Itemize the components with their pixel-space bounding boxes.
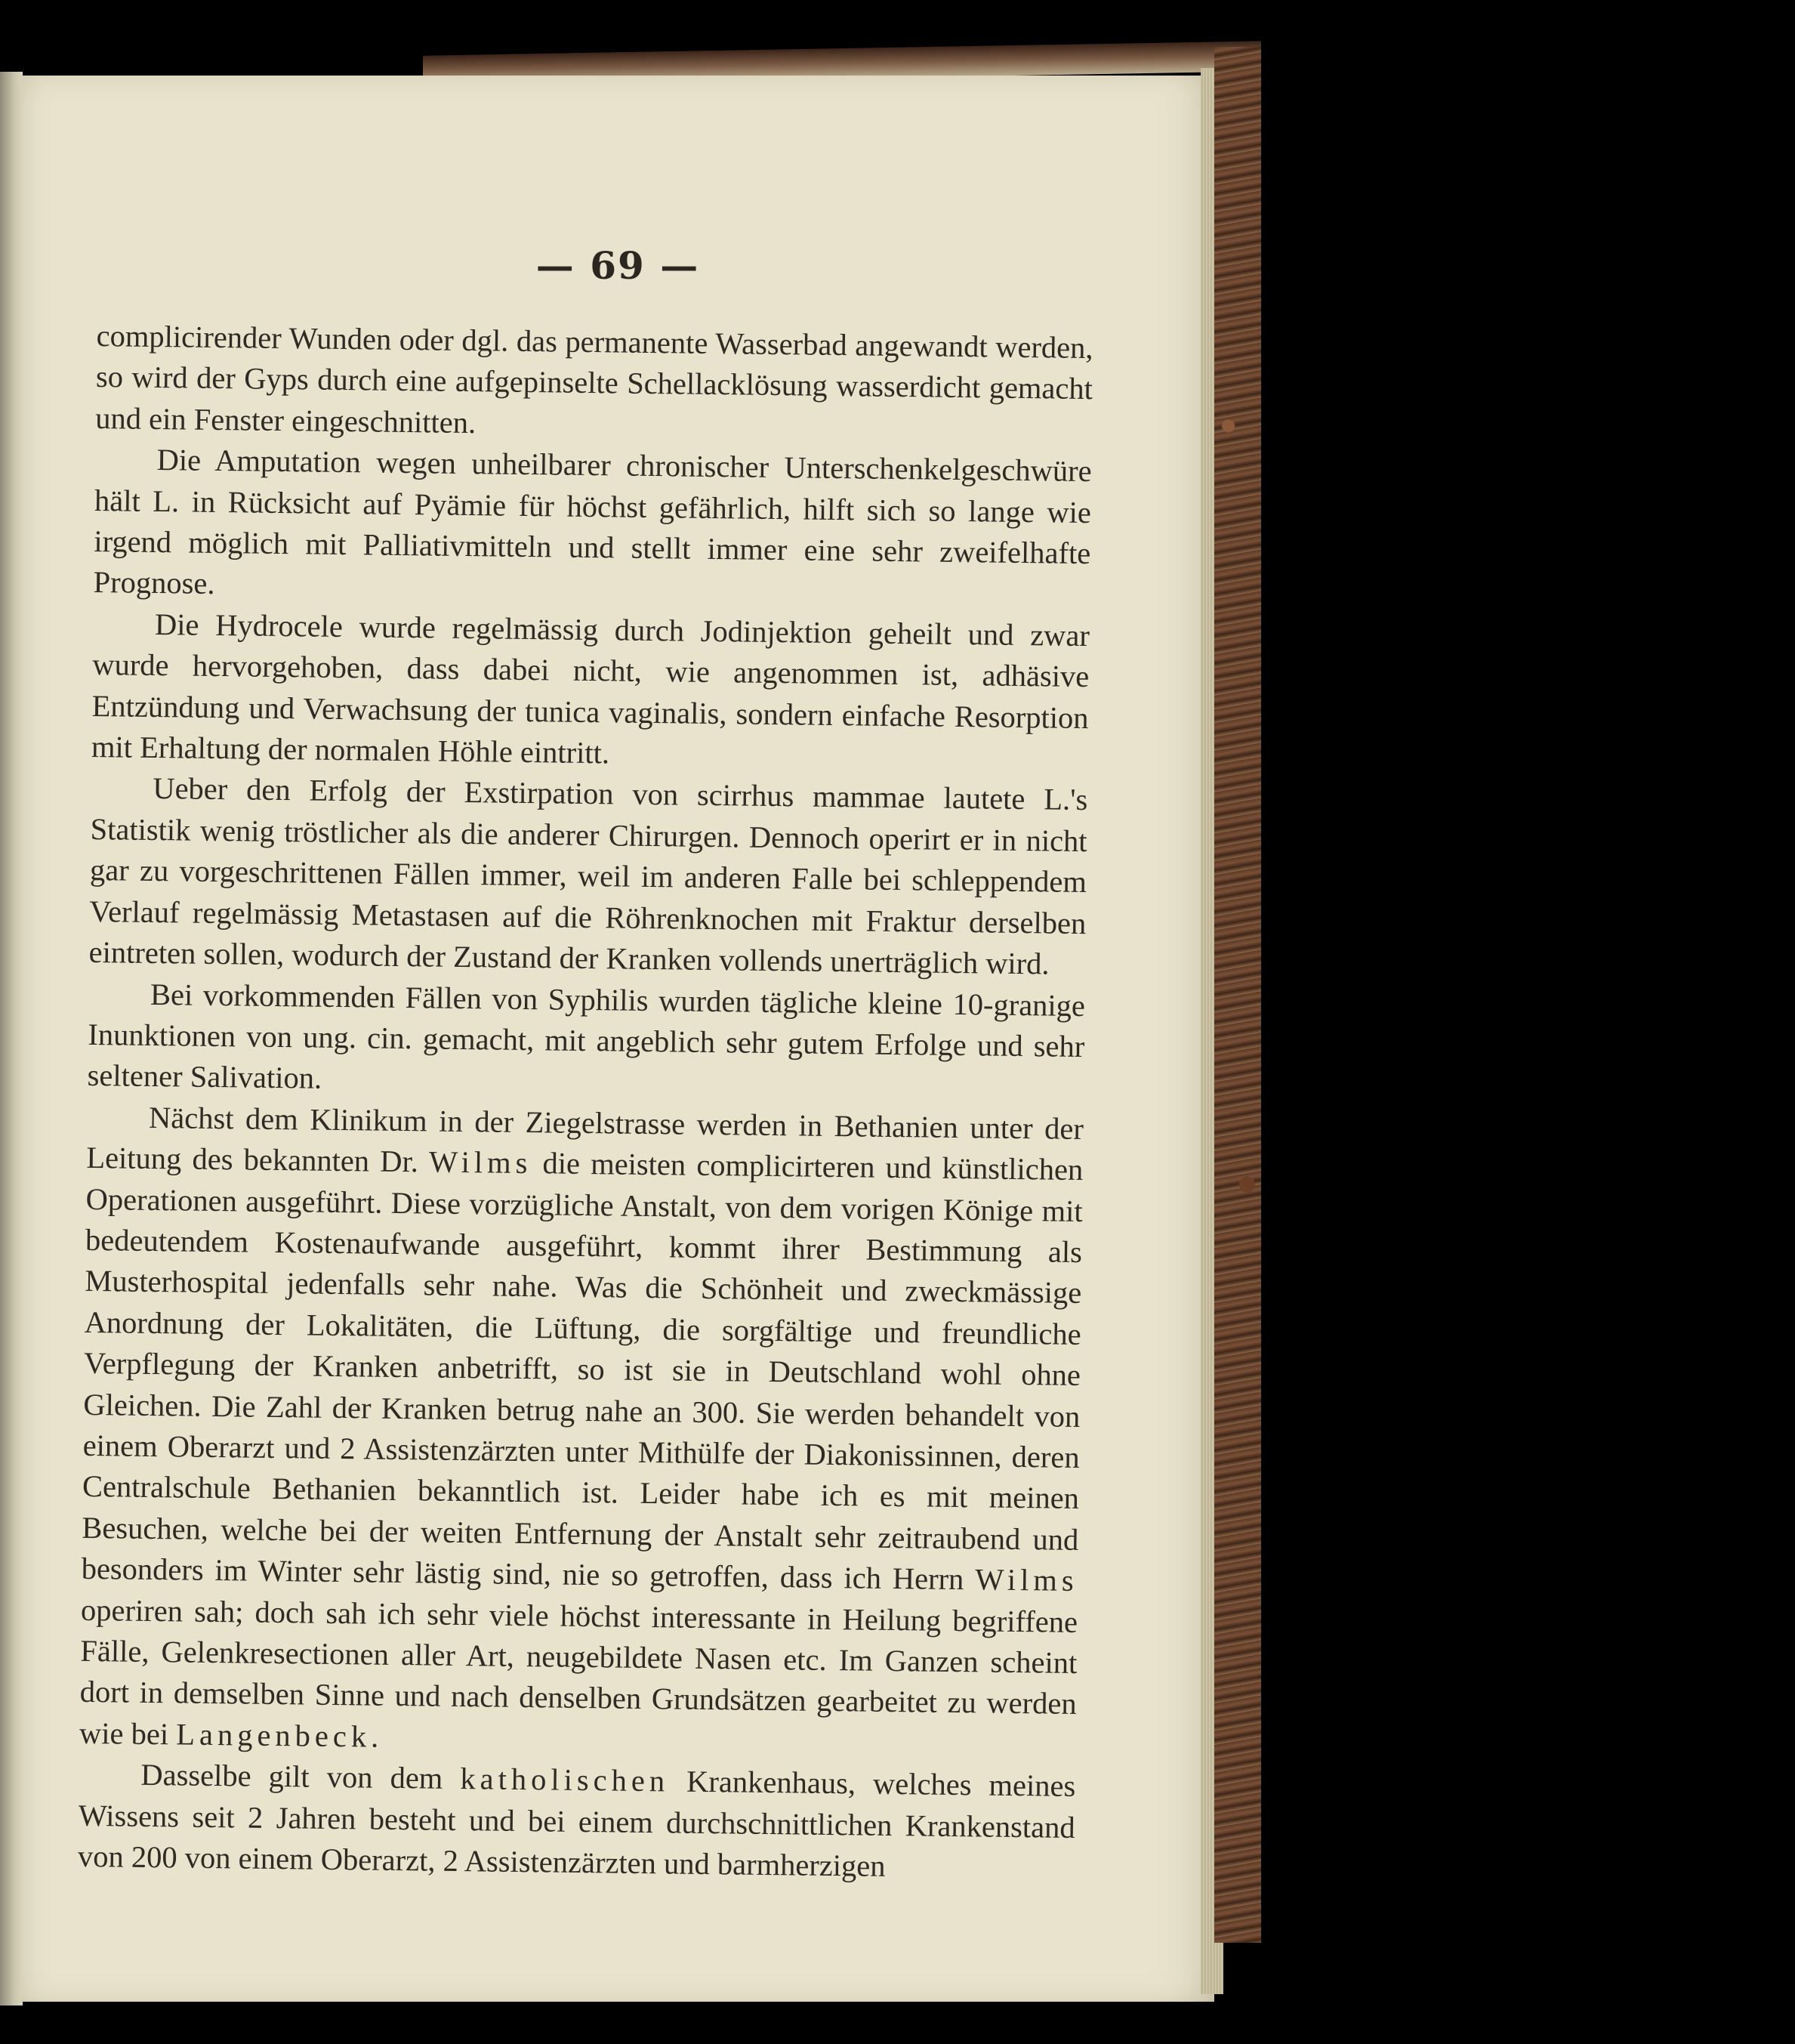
text-segment: die meisten complicirteren und künstlichen Operationen ausgeführt. Diese vorzügliche Anstalt, von dem vorigen Könige mit bedeutendem Kostenaufwande ausgeführt, kommt ihrer Bestimmung als Musterhospital jedenfalls sehr nahe. Was die Schönheit und zweckmässige Anordnung der Lokalitäten, die Lüftung, die sorgfältige und freundliche Verpflegung der Kranken anbetrifft, so ist sie in Deutschland wohl ohne Gleichen. Die Zahl der Kranken betrug nahe an 300. Sie werden behandelt von einem Oberarzt und 2 Assistenzärzten unter Mithülfe der Diakonissinnen, deren Centralschule Bethanien bekanntlich ist. Leider habe ich es mit meinen Besuchen, welche bei der weiten Entfernung der Anstalt sehr zeitraubend und besonders im Winter sehr lästig sind, nie so getroffen, dass ich Herrn [81,1146,1084,1597]
spaced-word-katholischen: katholischen [460,1761,670,1799]
marbled-book-cover [1214,47,1261,1943]
paragraph-3 [91,604,1090,780]
paragraph-2 [93,439,1092,616]
text-segment: Die Hydrocele wurde regelmässig durch Jodinjektion geheilt und zwar wurde hervorgehoben, dass dabei nicht, wie angenommen ist, adhäsive Entzündung und Verwachsung der tunica vaginalis, sondern einfache Resorption mit Erhaltung der normalen Höhle eintritt. [91,607,1090,770]
text-segment: Die Amputation wegen unheilbarer chronischer Unterschenkelgeschwüre hält L. in Rücksicht auf Pyämie für höchst gefährlich, hilft sich so lange wie irgend möglich mit Palliativmitteln und stellt immer eine sehr zweifelhafte Prognose. [93,443,1092,601]
paragraph-4 [88,767,1087,985]
spaced-name-wilms: Wilms [974,1562,1078,1598]
spaced-name-wilms: Wilms [428,1144,532,1181]
left-page-edge [0,72,23,2005]
text-segment: Nächst dem Klinikum in der Ziegelstrasse werden in Bethanien unter der Leitung des bekannten Dr. [86,1100,1084,1179]
text-segment: Krankenhaus, welches meines Wissens seit 2 Jahren besteht und bei einem durchschnittlichen Krankenstand von 200 von einem Oberarzt, 2 Assistenzärzten und barmherzigen [77,1764,1076,1883]
text-segment: Dasselbe gilt von dem [140,1758,461,1796]
body-text [78,316,1093,1889]
text-segment: Bei vorkommenden Fällen von Syphilis wurden tägliche kleine 10-granige Inunktionen von ung. cin. gemacht, mit angeblich sehr gutem Erfolge und sehr seltener Salivation. [87,977,1086,1096]
text-segment: complicirender Wunden oder dgl. das permanente Wasserbad angewandt werden, so wird der Gyps durch eine aufgepinselte Schellacklösung wasserdicht gemacht und ein Fenster eingeschnitten. [95,318,1093,440]
paragraph-6 [79,1097,1084,1767]
text-segment: operiren sah; doch sah ich sehr viele höchst interessante in Heilung begriffene Fälle, Gelenkresectionen aller Art, neugebildete Nasen etc. Im Ganzen scheint dort in demselben Sinne und nach denselben Grundsätzen gearbeitet zu werden wie bei [79,1592,1078,1752]
text-segment: . [370,1719,379,1754]
paragraph-1 [95,316,1093,451]
book-page [21,76,1214,2002]
paragraph-7 [78,1754,1076,1889]
text-segment: Ueber den Erfolg der Exstirpation von scirrhus mammae lautete L.'s Statistik wenig tröstlicher als die anderer Chirurgen. Dennoch operirt er in nicht gar zu vorgeschrittenen Fällen immer, weil im anderen Falle bei schleppendem Verlauf regelmässig Metastasen auf die Röhrenknochen mit Fraktur derselben eintreten sollen, wodurch der Zustand der Kranken vollends unerträglich wird. [88,771,1088,981]
page-number: — 69 — [535,243,700,288]
paragraph-5 [87,973,1085,1108]
spaced-name-langenbeck: Langenbeck [176,1717,372,1754]
